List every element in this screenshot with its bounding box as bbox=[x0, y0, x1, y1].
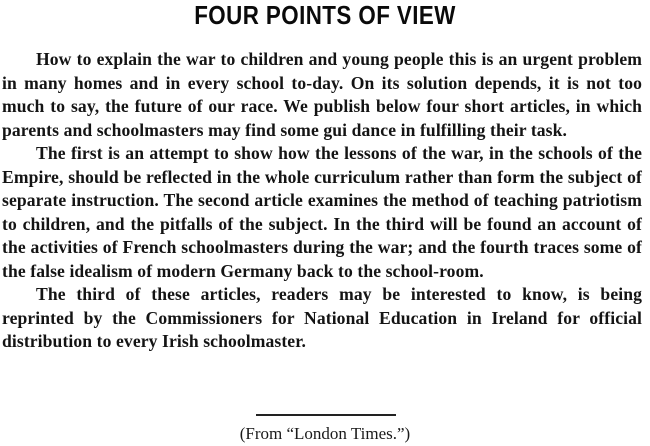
article-paragraph-intro: How to explain the war to children and young people this is an urgent problem in many homes and in every school to-day. On its solution depends, it is not too much to say, the future of our race. We publish below four short articles, in which parents and schoolmasters may find some gui dance in fulfilling their task. bbox=[2, 49, 642, 140]
article-paragraph-overview: The first is an attempt to show how the lessons of the war, in the schools of the Empire, should be reflected in the whole curriculum rather than form the subject of separate instruction. The second article examines the method of teaching patriotism to children, and the pitfalls of the subject. In the third will be found an account of the activities of French schoolmasters during the war; and the fourth traces some of the false idealism of modern Germany back to the school-room. bbox=[2, 143, 642, 281]
article-source-credit: (From “London Times.”) bbox=[239, 424, 411, 443]
article-body bbox=[2, 48, 642, 354]
article-headline: FOUR POINTS OF VIEW bbox=[194, 0, 456, 30]
section-divider bbox=[256, 414, 396, 416]
article-paragraph-reprint-note: The third of these articles, readers may be interested to know, is being reprinted by the Commissioners for National Education in Ireland for official distribution to every Irish schoolmaster. bbox=[2, 284, 642, 351]
